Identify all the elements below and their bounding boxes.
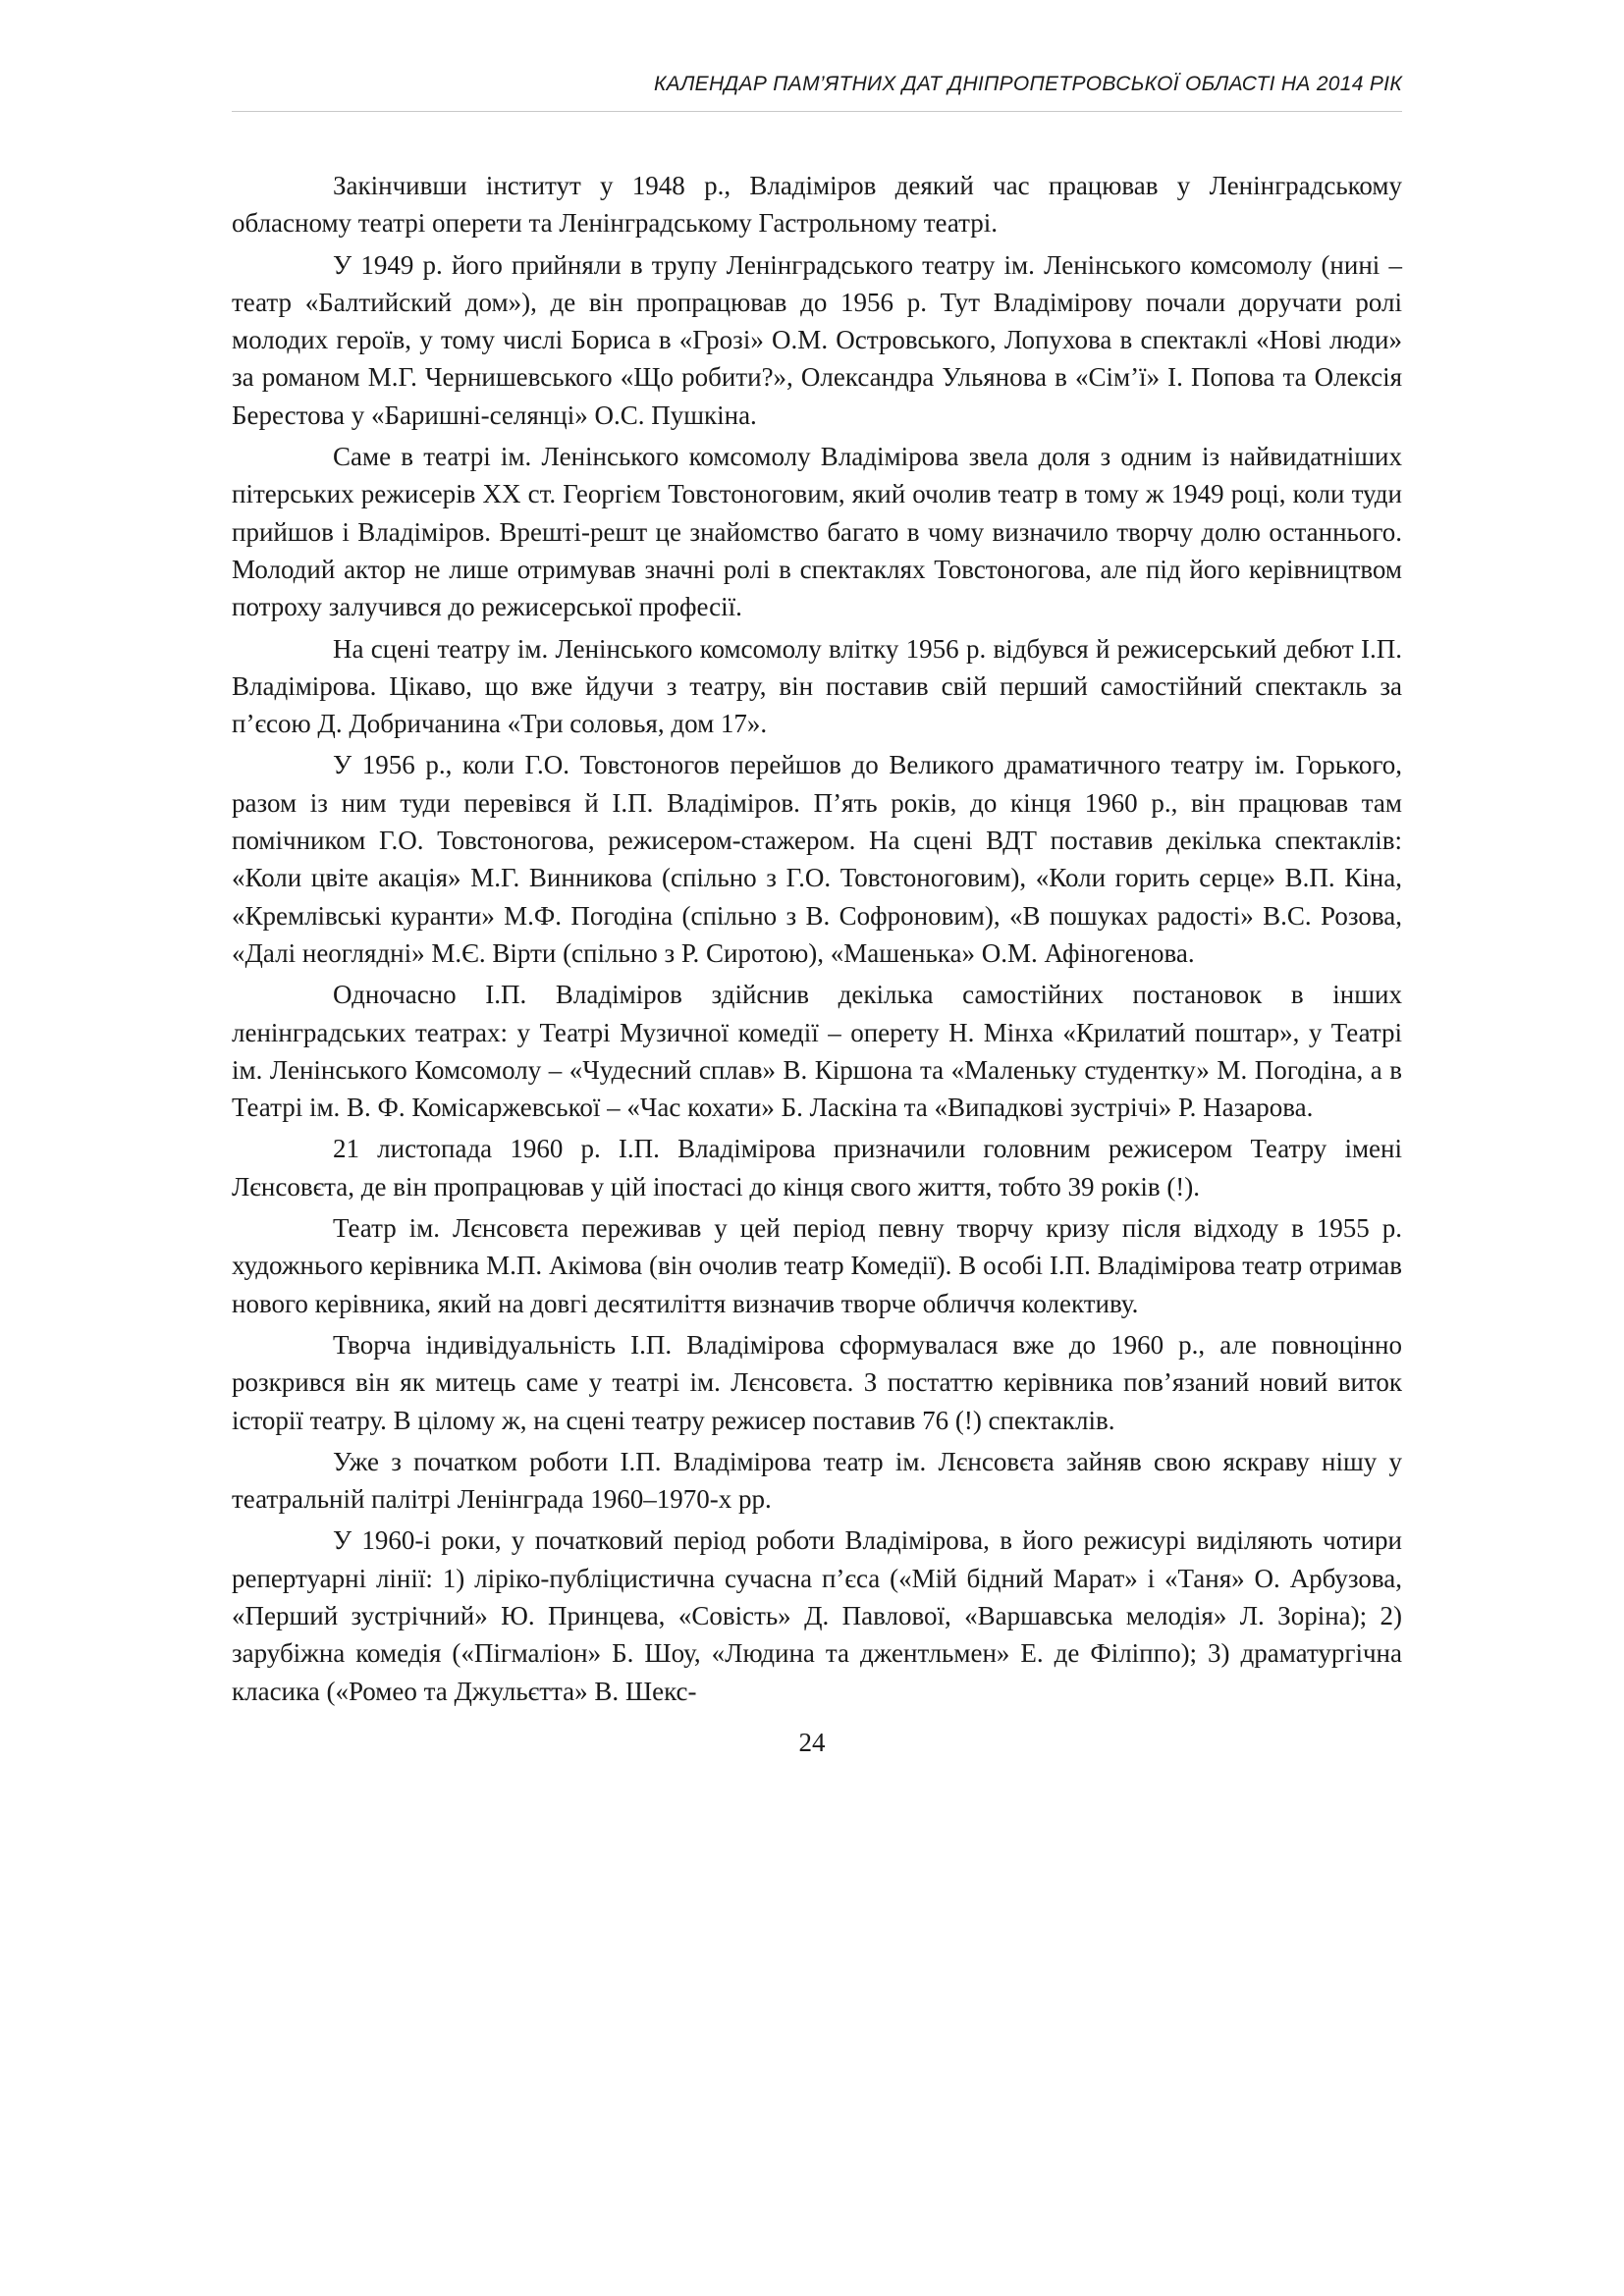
running-header: КАЛЕНДАР ПАМ’ЯТНИХ ДАТ ДНІПРОПЕТРОВСЬКОЇ ОБЛАСТІ НА 2014 РІК — [653, 73, 1402, 95]
paragraph-8: Театр ім. Лєнсовєта переживав у цей період певну творчу кризу після відходу в 1955 р. художнього керівника М.П. Акімова (він очолив театр Комедії). В особі І.П. Владімірова театр отримав нового керівника, який на довгі десятиліття визначив творче обличчя колективу. — [232, 1213, 1402, 1318]
paragraph-5: У 1956 р., коли Г.О. Товстоногов перейшов до Великого драматичного театру ім. Горького, разом із ним туди перевівся й І.П. Владіміров. П’ять років, до кінця 1960 р., він працював там помічником Г.О. Товстоногова, режисером-стажером. На сцені ВДТ поставив декілька спектаклів: «Коли цвіте акація» М.Г. Винникова (спільно з Г.О. Товстоноговим), «Коли горить серце» В.П. Кіна, «Кремлівські куранти» М.Ф. Погодіна (спільно з В. Софроновим), «В пошуках радості» В.С. Розова, «Далі неоглядні» М.Є. Вірти (спільно з Р. Сиротою), «Машенька» О.М. Афіногенова. — [232, 750, 1402, 968]
paragraph-9: Творча індивідуальність І.П. Владімірова сформувалася вже до 1960 р., але повноцінно розкрився він як митець саме у театрі ім. Лєнсовєта. З постаттю керівника пов’язаний новий виток історії театру. В цілому ж, на сцені театру режисер поставив 76 (!) спектаклів. — [232, 1329, 1402, 1435]
paragraph-2: У 1949 р. його прийняли в трупу Ленінградського театру ім. Ленінського комсомолу (нині – театр «Балтийский дом»), де він пропрацював до 1956 р. Тут Владімірову почали доручати ролі молодих героїв, у тому числі Бориса в «Грозі» О.М. Островського, Лопухова в спектаклі «Нові люди» за романом М.Г. Чернишевського «Що робити?», Олександра Ульянова в «Сім’ї» І. Попова та Олексія Берестова у «Баришні-селянці» О.С. Пушкіна. — [232, 249, 1402, 430]
page-number: 24 — [798, 1728, 826, 1757]
paragraph-6: Одночасно І.П. Владіміров здійснив декілька самостійних постановок в інших ленінградських театрах: у Театрі Музичної комедії – оперету Н. Мінха «Крилатий поштар», у Театрі ім. Ленінського Комсомолу – «Чудесний сплав» В. Кіршона та «Маленьку студентку» М. Погодіна, а в Театрі ім. В. Ф. Комісаржевської – «Час кохати» Б. Ласкіна та «Випадкові зустрічі» Р. Назарова. — [232, 980, 1402, 1123]
body-text — [232, 167, 1402, 1714]
paragraph-4: На сцені театру ім. Ленінського комсомолу влітку 1956 р. відбувся й режисерський дебют І.П. Владімірова. Цікаво, що вже йдучи з театру, він поставив свій перший самостійний спектакль за п’єсою Д. Добричанина «Три соловья, дом 17». — [232, 633, 1402, 739]
paragraph-3: Саме в театрі ім. Ленінського комсомолу Владімірова звела доля з одним із найвидатніших пітерських режисерів XX ст. Георгієм Товстоноговим, який очолив театр в тому ж 1949 році, коли туди прийшов і Владіміров. Врешті-решт це знайомство багато в чому визначило творчу долю останнього. Молодий актор не лише отримував значні ролі в спектаклях Товстоногова, але під його керівництвом потроху залучився до режисерської професії. — [232, 442, 1402, 622]
paragraph-7: 21 листопада 1960 р. І.П. Владімірова призначили головним режисером Театру імені Лєнсовєта, де він пропрацював у цій іпостасі до кінця свого життя, тобто 39 років (!). — [232, 1134, 1402, 1201]
paragraph-1: Закінчивши інститут у 1948 р., Владіміров деякий час працював у Ленінградському обласному театрі оперети та Ленінградському Гастрольному театрі. — [232, 171, 1402, 239]
paragraph-11: У 1960-і роки, у початковий період роботи Владімірова, в його режисурі виділяють чотири репертуарні лінії: 1) ліріко-публіцистична сучасна п’єса («Мій бідний Марат» і «Таня» О. Арбузова, «Перший зустрічний» Ю. Принцева, «Совість» Д. Павлової, «Варшавська мелодія» Л. Зоріна); 2) зарубіжна комедія («Пігмаліон» Б. Шоу, «Людина та джентльмен» Е. де Філіппо); 3) драматургічна класика («Ромео та Джульєтта» В. Шекс- — [232, 1525, 1402, 1706]
header-rule — [232, 111, 1402, 112]
paragraph-10: Уже з початком роботи І.П. Владімірова театр ім. Лєнсовєта зайняв свою яскраву нішу у театральній палітрі Ленінграда 1960–1970-х рр. — [232, 1446, 1402, 1515]
